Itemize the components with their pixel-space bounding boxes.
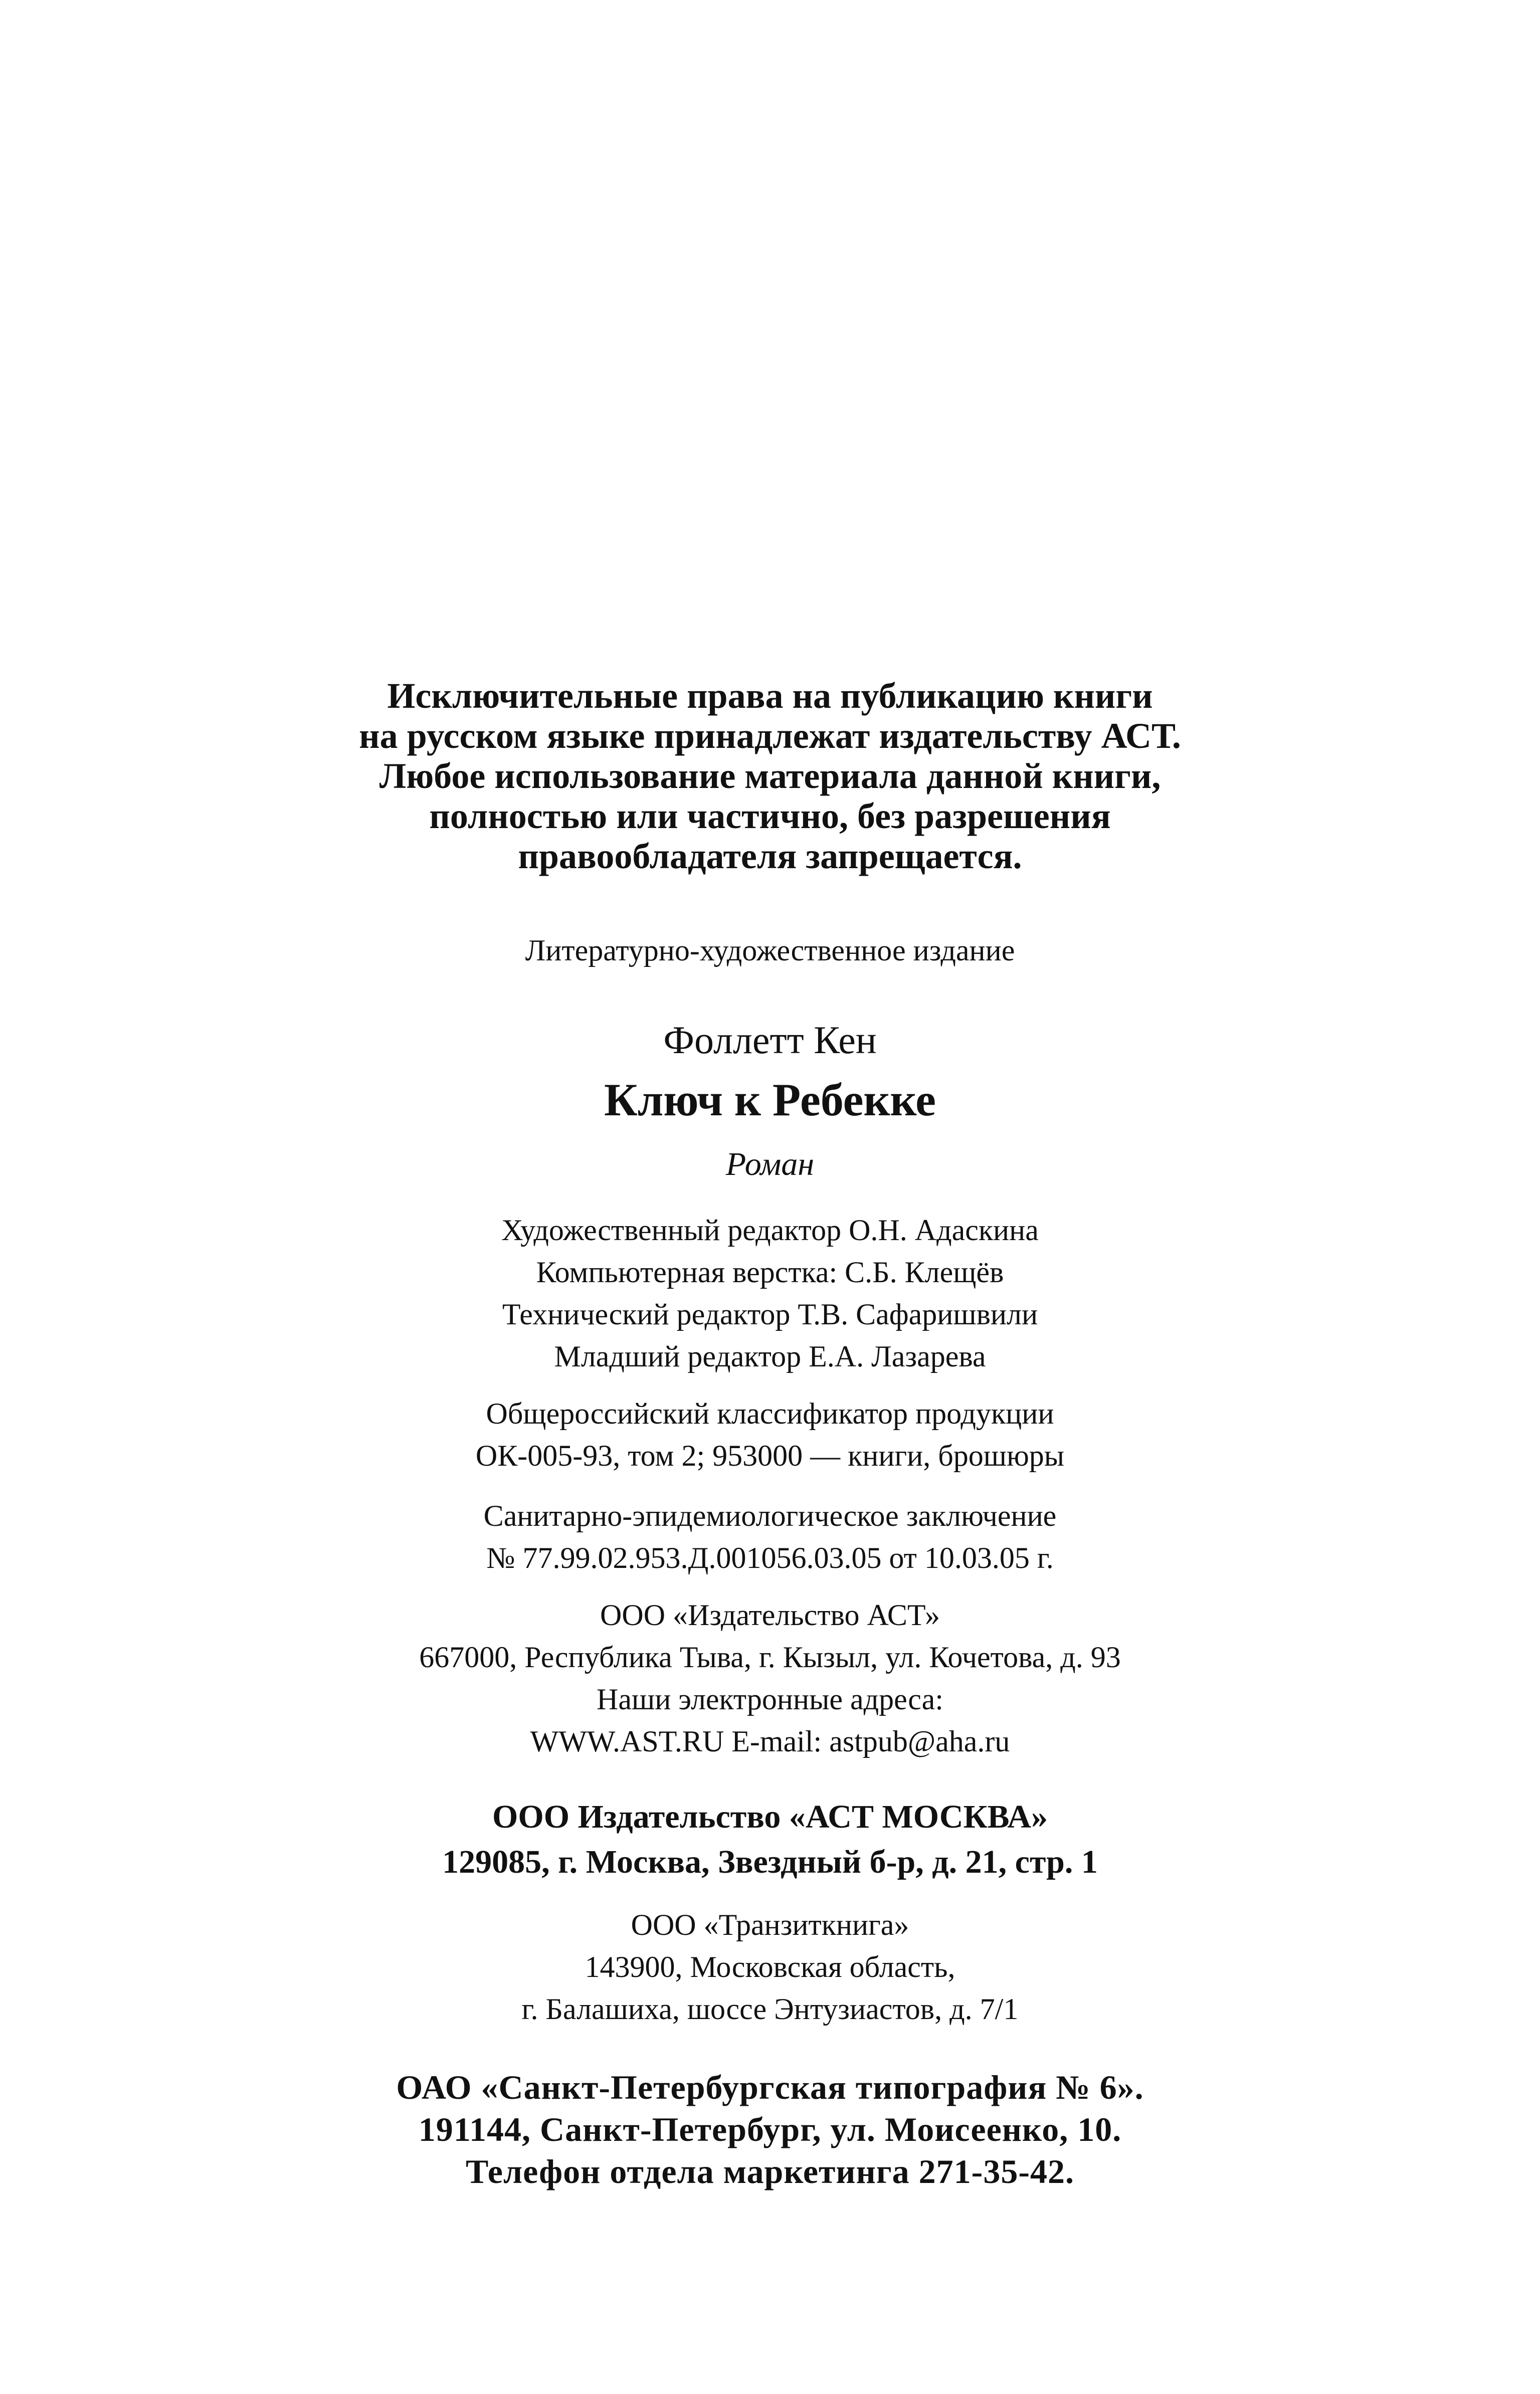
transitkniga-line: г. Балашиха, шоссе Энтузиастов, д. 7/1: [521, 1992, 1019, 2026]
genre-label: Литературно-художественное издание: [525, 934, 1015, 967]
credit-line: Художественный редактор О.Н. Адаскина: [501, 1214, 1039, 1247]
printing-house-line: ОАО «Санкт-Петербургская типография № 6».: [396, 2068, 1144, 2106]
book-title: Ключ к Ребекке: [604, 1074, 936, 1125]
publisher-ast-line: WWW.AST.RU E-mail: astpub@aha.ru: [530, 1725, 1010, 1758]
author-name: Фоллетт Кен: [663, 1018, 877, 1062]
publisher-ast-moskva-line: ООО Издательство «АСТ МОСКВА»: [492, 1799, 1048, 1835]
transitkniga-line: ООО «Транзиткнига»: [631, 1908, 909, 1941]
publisher-ast-moskva-line: 129085, г. Москва, Звездный б-р, д. 21, стр. 1: [442, 1844, 1098, 1880]
rights-notice-line: правообладателя запрещается.: [518, 836, 1022, 876]
publisher-ast-line: Наши электронные адреса:: [597, 1683, 943, 1716]
book-subtitle: Роман: [725, 1146, 815, 1182]
credit-line: Технический редактор Т.В. Сафаришвили: [502, 1298, 1038, 1331]
printing-house-line: Телефон отдела маркетинга 271-35-42.: [466, 2152, 1074, 2190]
rights-notice-line: Исключительные права на публикацию книги: [387, 676, 1153, 716]
rights-notice-line: полностью или частично, без разрешения: [429, 796, 1111, 836]
classifier-line: Общероссийский классификатор продукции: [486, 1397, 1054, 1430]
credit-line: Младший редактор Е.А. Лазарева: [554, 1340, 986, 1373]
sanitary-line: № 77.99.02.953.Д.001056.03.05 от 10.03.05 г.: [486, 1541, 1054, 1574]
printing-house-line: 191144, Санкт-Петербург, ул. Моисеенко, 10.: [418, 2110, 1122, 2148]
publisher-ast-line: ООО «Издательство АСТ»: [600, 1599, 940, 1632]
rights-notice-line: Любое использование материала данной книги,: [379, 756, 1161, 796]
transitkniga-line: 143900, Московская область,: [585, 1950, 955, 1983]
rights-notice-line: на русском языке принадлежат издательству АСТ.: [359, 716, 1181, 756]
sanitary-line: Санитарно-эпидемиологическое заключение: [483, 1499, 1057, 1532]
classifier-line: ОК-005-93, том 2; 953000 — книги, брошюры: [475, 1439, 1065, 1472]
credit-line: Компьютерная верстка: С.Б. Клещёв: [536, 1256, 1004, 1289]
publisher-ast-line: 667000, Республика Тыва, г. Кызыл, ул. Кочетова, д. 93: [419, 1641, 1121, 1674]
